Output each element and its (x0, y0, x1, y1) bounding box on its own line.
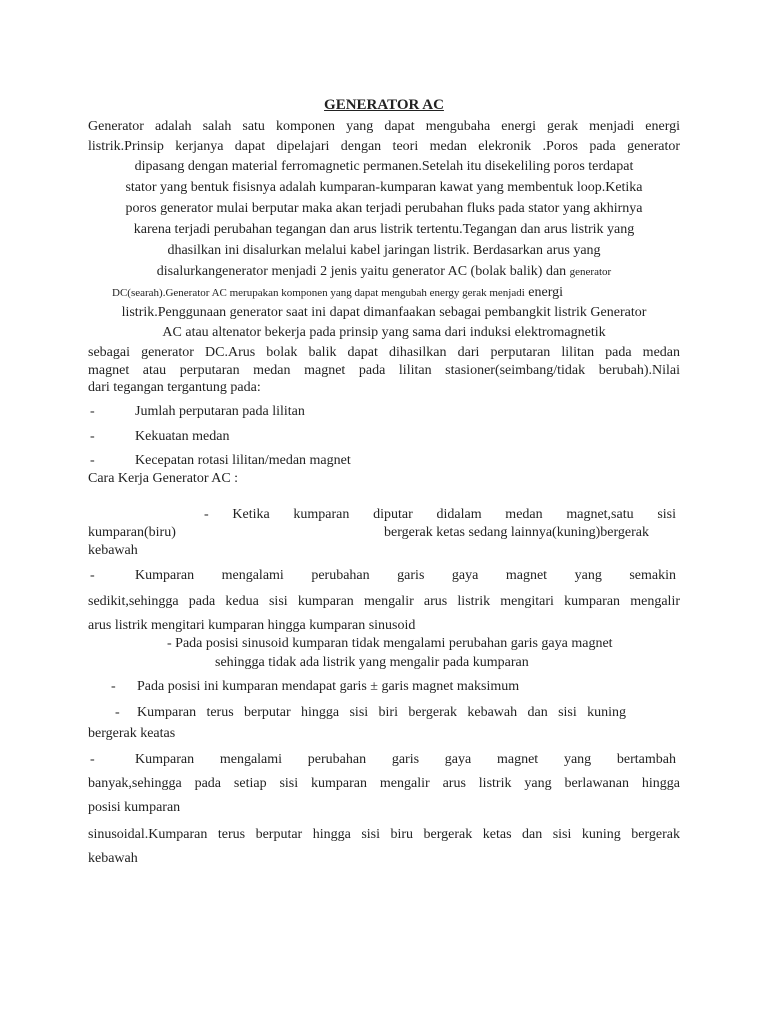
step-1-line-2-right: bergerak ketas sedang lainnya(kuning)bergerak (384, 525, 649, 540)
intro-line-8 (88, 262, 680, 282)
list-item: Kecepatan rotasi lilitan/medan magnet (135, 453, 351, 468)
step-5-line-1: Kumparan terus berputar hingga sisi biri bergerak kebawah dan sisi kuning (137, 705, 626, 720)
step-5-line-2: bergerak keatas (88, 726, 176, 741)
step-7-line-1: sinusoidal.Kumparan terus berputar hingga sisi biru bergerak ketas dan sisi kuning bergerak (88, 827, 680, 842)
intro-line-5: poros generator mulai berputar maka akan terjadi perubahan fluks pada stator yang akhirnya (125, 201, 643, 216)
intro-line-12: sebagai generator DC.Arus bolak balik dapat dihasilkan dari perputaran lilitan pada medan (88, 345, 680, 360)
intro-line-8-small: generator (569, 266, 612, 278)
intro-line-10: listrik.Penggunaan generator saat ini dapat dimanfaakan sebagai pembangkit listrik Generator (121, 305, 647, 320)
list-dash: - (90, 429, 95, 444)
intro-line-9-small: DC(searah).Generator AC merupakan komponen yang dapat mengubah energy gerak menjadi (112, 287, 525, 299)
step-6-line-1: Kumparan mengalami perubahan garis gaya magnet yang bertambah (135, 752, 676, 767)
list-dash: - (90, 404, 95, 419)
list-dash: - (111, 679, 116, 694)
intro-line-2: listrik.Prinsip kerjanya dapat dipelajari dengan teori medan elekronik .Poros pada generator (88, 139, 680, 154)
intro-line-8-text: disalurkangenerator menjadi 2 jenis yaitu generator AC (bolak balik) dan (156, 264, 567, 279)
intro-line-9-tail: energi (528, 285, 563, 300)
step-2-line-3: arus listrik mengitari kumparan hingga kumparan sinusoid (88, 618, 416, 633)
step-2-line-1: Kumparan mengalami perubahan garis gaya magnet yang semakin (135, 568, 676, 583)
intro-line-11: AC atau altenator bekerja pada prinsip yang sama dari induksi elektromagnetik (162, 325, 606, 340)
step-3-line-1: - Pada posisi sinusoid kumparan tidak mengalami perubahan garis gaya magnet (167, 636, 613, 651)
step-6-line-3: posisi kumparan (88, 800, 181, 815)
step-3-line-2: sehingga tidak ada listrik yang mengalir pada kumparan (215, 655, 529, 670)
intro-line-13: magnet atau perputaran medan magnet pada lilitan stasioner(seimbang/tidak berubah).Nilai (88, 363, 680, 378)
step-1-line-1: - Ketika kumparan diputar didalam medan magnet,satu sisi (204, 507, 676, 522)
step-6-line-2: banyak,sehingga pada setiap sisi kumparan mengalir arus listrik yang berlawanan hingga (88, 776, 680, 791)
list-item: Jumlah perputaran pada lilitan (135, 404, 305, 419)
section-heading: Cara Kerja Generator AC : (88, 471, 239, 486)
list-dash: - (90, 568, 95, 583)
list-item: Kekuatan medan (135, 429, 230, 444)
step-1-line-2-left: kumparan(biru) (88, 525, 176, 540)
document-title: GENERATOR AC (324, 97, 444, 113)
step-2-line-2: sedikit,sehingga pada kedua sisi kumparan mengalir arus listrik mengitari kumparan mengalir (88, 594, 680, 609)
intro-line-4: stator yang bentuk fisisnya adalah kumparan-kumparan kawat yang membentuk loop.Ketika (125, 180, 643, 195)
list-dash: - (90, 453, 95, 468)
intro-line-3: dipasang dengan material ferromagnetic permanen.Setelah itu disekeliling poros terdapat (134, 159, 634, 174)
step-4-line: Pada posisi ini kumparan mendapat garis ± garis magnet maksimum (137, 679, 520, 694)
intro-line-14: dari tegangan tergantung pada: (88, 380, 261, 395)
list-dash: - (115, 705, 120, 720)
step-7-line-2: kebawah (88, 851, 138, 866)
intro-line-6: karena terjadi perubahan tegangan dan arus listrik tertentu.Tegangan dan arus listrik yang (133, 222, 635, 237)
list-dash: - (90, 752, 95, 767)
step-1-line-3: kebawah (88, 543, 138, 558)
intro-line-1: Generator adalah salah satu komponen yang dapat mengubaha energi gerak menjadi energi (88, 119, 680, 134)
intro-line-7: dhasilkan ini disalurkan melalui kabel jaringan listrik. Berdasarkan arus yang (167, 243, 601, 258)
intro-line-9 (112, 283, 656, 303)
